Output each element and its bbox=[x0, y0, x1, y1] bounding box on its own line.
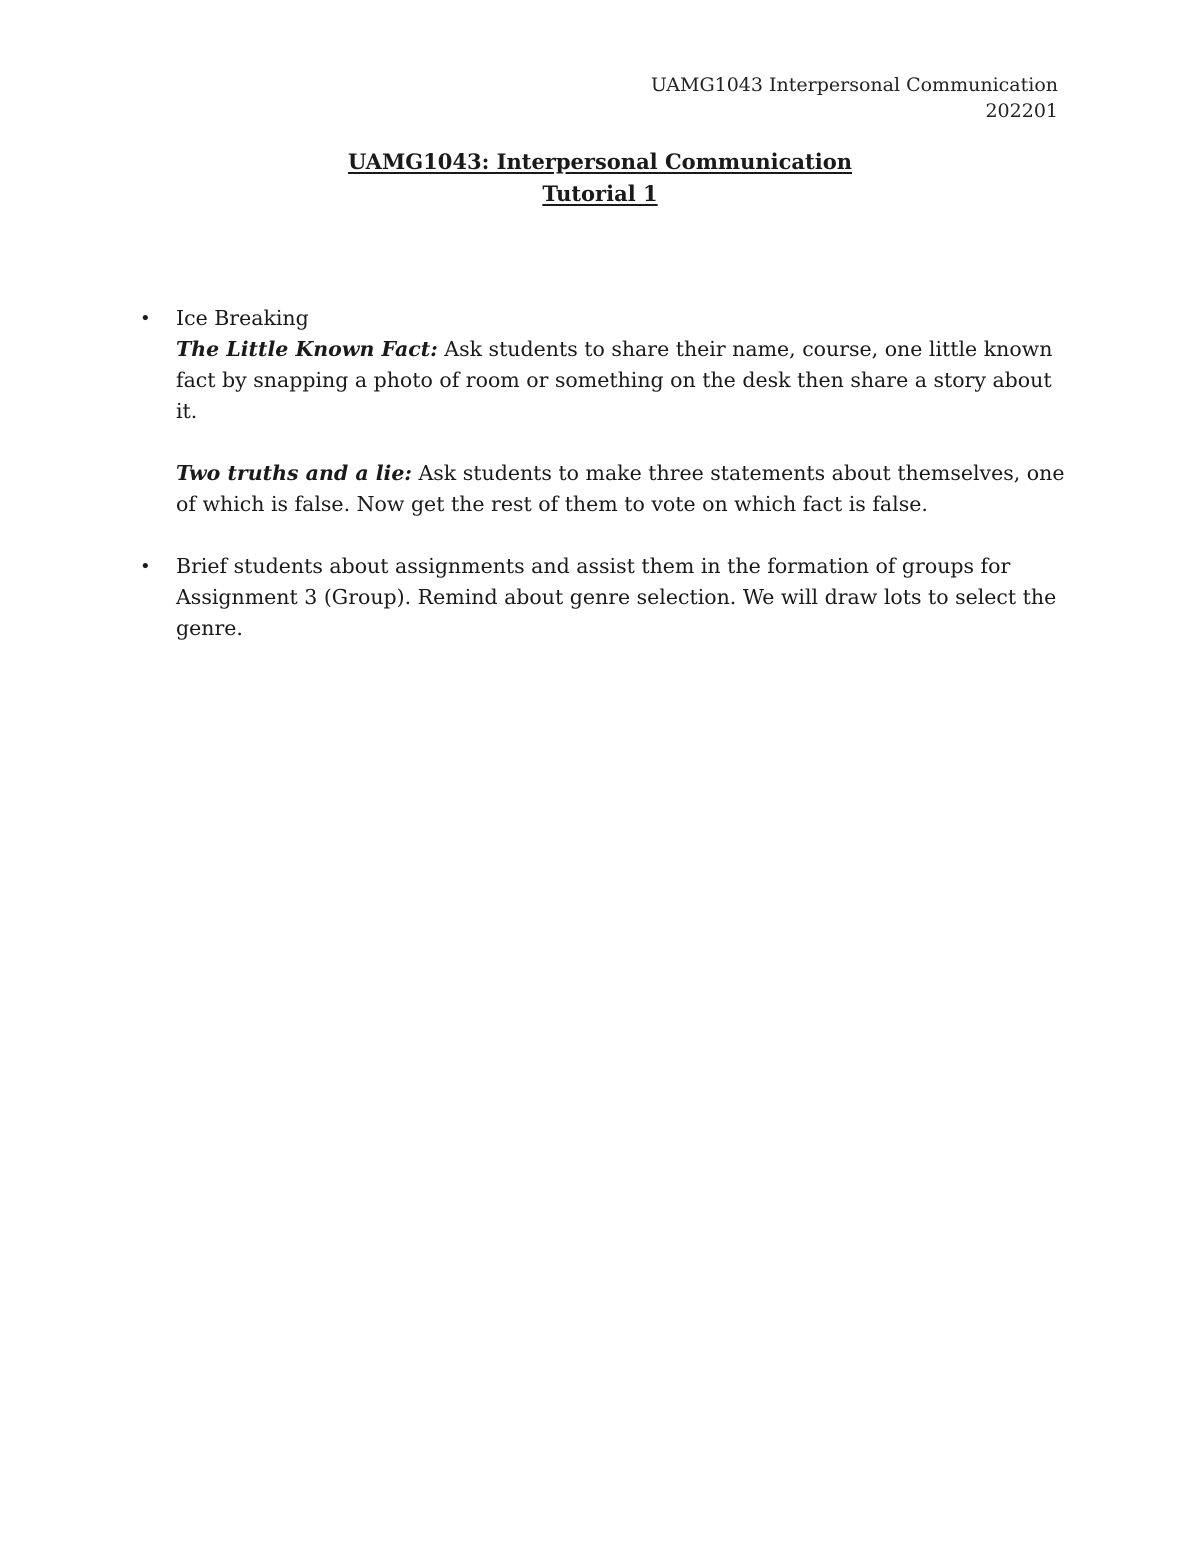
document-title bbox=[0, 146, 1200, 210]
bullet-icon: • bbox=[140, 556, 151, 577]
list-item-assignments bbox=[140, 551, 1065, 644]
item-text: Brief students about assignments and assist them in the formation of groups for Assignment 3 (Group). Remind about genre selection. We will draw lots to select the genre. bbox=[176, 554, 1057, 640]
header-course-line: UAMG1043 Interpersonal Communication bbox=[650, 74, 1058, 96]
list-item-ice-breaking bbox=[140, 303, 1065, 520]
title-course: UAMG1043: Interpersonal Communication bbox=[348, 149, 852, 174]
activity-name: The Little Known Fact: bbox=[176, 337, 438, 361]
activity-little-known-fact bbox=[176, 334, 1065, 427]
bullet-icon: • bbox=[140, 308, 151, 329]
activity-text: Ask students to share their name, course, one little known fact by snapping a photo of room or something on the desk then share a story about it. bbox=[176, 337, 1053, 423]
title-tutorial: Tutorial 1 bbox=[542, 181, 658, 206]
running-header bbox=[651, 72, 1058, 124]
item-heading: Ice Breaking bbox=[176, 306, 309, 330]
activity-name: Two truths and a lie: bbox=[176, 461, 412, 485]
header-session: 202201 bbox=[985, 100, 1058, 122]
activity-two-truths bbox=[176, 458, 1065, 520]
activity-text: Ask students to make three statements about themselves, one of which is false. Now get the rest of them to vote on which fact is false. bbox=[176, 461, 1065, 516]
document-body bbox=[140, 303, 1065, 644]
